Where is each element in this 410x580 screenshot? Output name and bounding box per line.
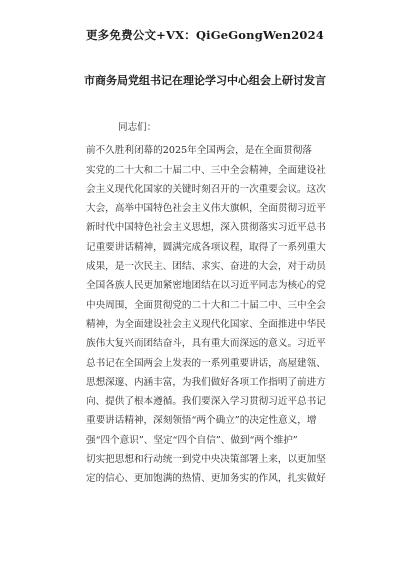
body-line: 大会，高举中国特色社会主义伟大旗帜，全面贯彻习近平: [86, 203, 326, 215]
body-line: 成果，是一次民主、团结、求实、奋进的大会，对于动员: [86, 261, 326, 273]
promo-banner: 更多免费公文+VX：QiGeGongWen2024: [85, 28, 325, 42]
body-line: 向、提供了根本遵循。我们要深入学习贯彻习近平总书记: [86, 396, 326, 408]
body-line: 会主义现代化国家的关键时刻召开的一次重要会议。这次: [86, 183, 326, 195]
body-line: 新时代中国特色社会主义思想，深入贯彻落实习近平总书: [86, 222, 326, 234]
body-line: 强“四个意识”、坚定“四个自信”、做到“两个维护”: [86, 434, 298, 446]
body-line: 重要讲话精神，深刻领悟“两个确立”的决定性意义，增: [86, 415, 317, 427]
body-line: 前不久胜利闭幕的2025年全国两会，是在全面贯彻落: [86, 145, 312, 157]
body-line: 总书记在全国两会上发表的一系列重要讲话，高屋建瓴、: [86, 357, 326, 369]
body-line: 族伟大复兴而团结奋斗，具有重大而深远的意义。习近平: [86, 338, 326, 350]
body-line: 实党的二十大和二十届二中、三中全会精神，全面建设社: [86, 164, 326, 176]
body-line: 思想深邃、内涵丰富，为我们做好各项工作指明了前进方: [86, 376, 326, 388]
body-line: 精神，为全面建设社会主义现代化国家、全面推进中华民: [86, 318, 326, 330]
body-line: 记重要讲话精神，圆满完成各项议程，取得了一系列重大: [86, 241, 326, 253]
body-line: 全国各族人民更加紧密地团结在以习近平同志为核心的党: [86, 280, 326, 292]
body-line: 切实把思想和行动统一到党中央决策部署上来，以更加坚: [86, 454, 326, 466]
document-title: 市商务局党组书记在理论学习中心组会上研讨发言: [84, 74, 326, 87]
salutation: 同志们：: [118, 122, 157, 133]
body-line: 中央周围，全面贯彻党的二十大和二十届二中、三中全会: [86, 299, 326, 311]
body-line: 定的信心、更加饱满的热情、更加务实的作风，扎实做好: [86, 473, 326, 485]
document-body: [86, 118, 348, 489]
